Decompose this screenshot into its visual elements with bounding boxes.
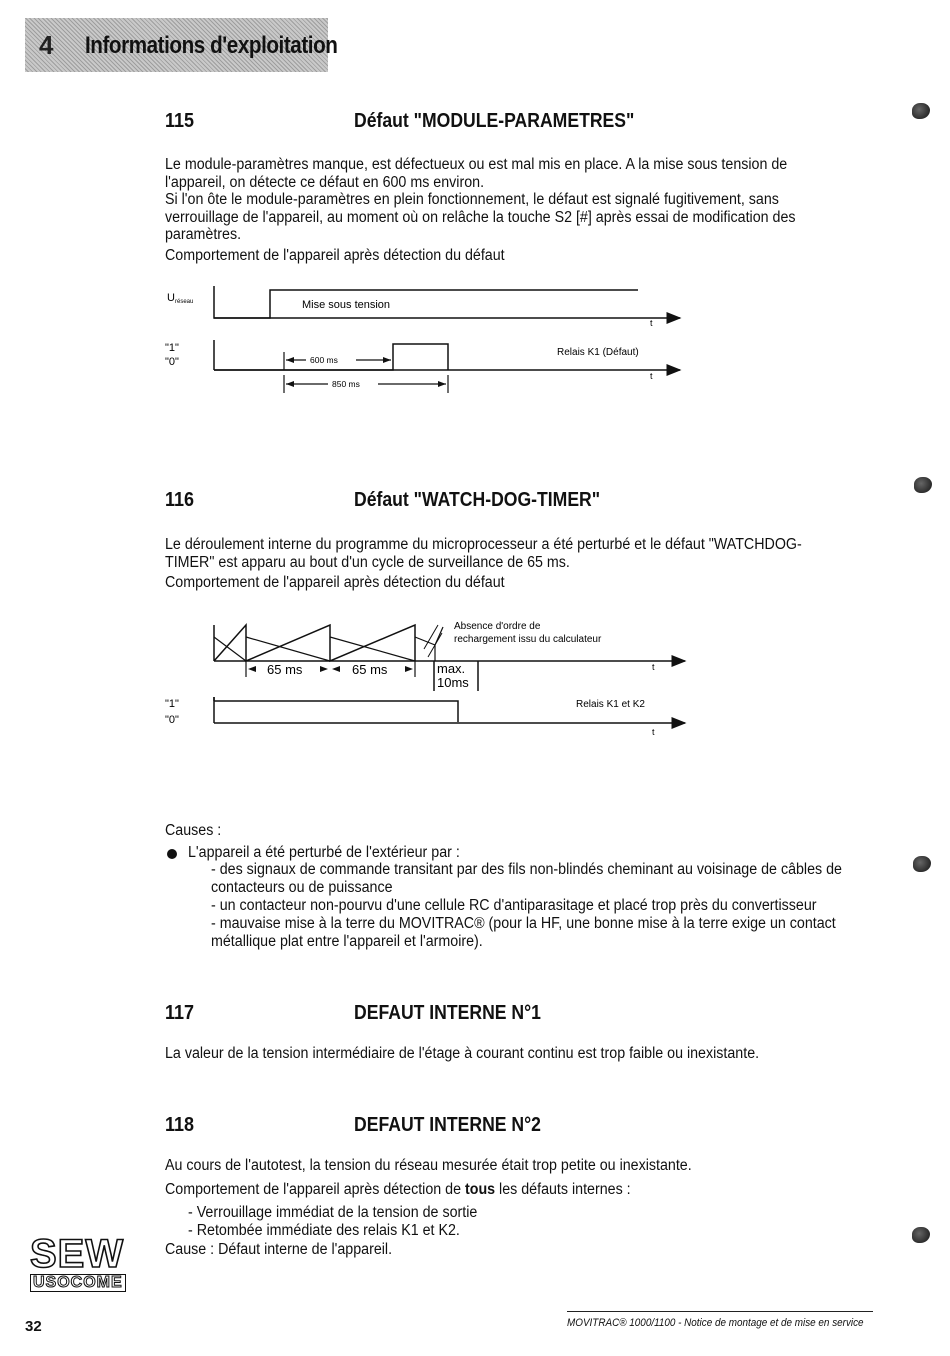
thumb-index-mark-icon — [913, 856, 931, 872]
chapter-title: Informations d'exploitation — [85, 32, 338, 59]
section-text: Comportement de l'appareil après détection de tous les défauts internes : — [165, 1181, 631, 1198]
cycle-65-label: 65 ms — [352, 662, 388, 677]
section-text: La valeur de la tension intermédiaire de l'étage à courant continu est trop faible ou inexistante. — [165, 1045, 760, 1062]
duration-600-label: 600 ms — [310, 355, 338, 365]
relay-state-line — [214, 697, 458, 722]
page-number: 32 — [25, 1318, 42, 1335]
section-title: DEFAUT INTERNE N°1 — [354, 1002, 541, 1024]
cause-text: Cause : Défaut interne de l'appareil. — [165, 1241, 393, 1258]
list-item: - Verrouillage immédiat de la tension de sortie — [188, 1204, 478, 1221]
state-zero-label: "0" — [165, 356, 179, 368]
watchdog-sawtooth — [214, 625, 415, 661]
section-number: 118 — [165, 1114, 195, 1136]
max-10ms-label: 10ms — [437, 675, 469, 690]
state-one-label: "1" — [165, 698, 179, 710]
paragraph: Si l'on ôte le module-paramètres en plein fonctionnement, le défaut est signalé fugitivement, sans verrouillage de l'appareil, au moment où on relâche la touche S2 [#] après essai de modification des paramètres. — [165, 191, 796, 243]
emphasis-text: tous — [464, 1181, 496, 1198]
u-label: U — [167, 292, 175, 304]
causes-label: Causes : — [165, 822, 222, 839]
relay-label: Relais K1 (Défaut) — [557, 347, 639, 358]
cause-item: - des signaux de commande transitant par des fils non-blindés cheminant au voisinage de câbles de — [211, 861, 842, 878]
bullet-icon — [167, 849, 177, 859]
absence-label-line1: Absence d'ordre de — [454, 621, 541, 632]
cause-item: contacteurs ou de puissance — [211, 879, 393, 896]
sew-usocome-logo — [30, 1234, 126, 1292]
power-on-label: Mise sous tension — [302, 299, 391, 311]
t-label: t — [652, 727, 655, 737]
section-number: 115 — [165, 110, 195, 132]
u-subscript: réseau — [175, 299, 194, 305]
logo-usocome-text: USOCOME — [30, 1274, 126, 1292]
max-label: max. — [437, 661, 466, 676]
paragraph: Le déroulement interne du programme du microprocesseur a été perturbé et le défaut "WATCHDOG-TIMER" est apparu au bout d'un cycle de surveillance de 65 ms. — [165, 536, 802, 571]
paragraph: Comportement de l'appareil après détection du défaut — [165, 574, 505, 591]
paragraph: Le module-paramètres manque, est défectueux ou est mal mis en place. A la mise sous tension de l'appareil, on détecte ce défaut en 600 ms environ. — [165, 156, 788, 191]
logo-sew-text: SEW — [30, 1232, 125, 1276]
timing-diagram-watchdog — [160, 615, 700, 755]
chapter-number: 4 — [39, 30, 54, 60]
state-zero-label: "0" — [165, 714, 179, 726]
timing-diagram-module — [160, 280, 700, 400]
paragraph: Comportement de l'appareil après détection du défaut — [165, 246, 505, 264]
cause-item: métallique plat entre l'appareil et l'armoire). — [211, 933, 483, 950]
thumb-index-mark-icon — [912, 103, 930, 119]
absence-label-line2: rechargement issu du calculateur — [454, 634, 602, 645]
thumb-index-mark-icon — [912, 1227, 930, 1243]
t-label: t — [650, 318, 653, 328]
section-text: Au cours de l'autotest, la tension du réseau mesurée était trop petite ou inexistante. — [165, 1157, 692, 1174]
footer-document-title: MOVITRAC® 1000/1100 - Notice de montage et de mise en service — [567, 1317, 864, 1329]
relay-label: Relais K1 et K2 — [576, 699, 645, 710]
cycle-65-label: 65 ms — [267, 662, 303, 677]
list-item: - Retombée immédiate des relais K1 et K2. — [188, 1222, 460, 1239]
footer-divider — [567, 1311, 873, 1312]
mains-voltage-line — [214, 286, 638, 318]
section-title: DEFAUT INTERNE N°2 — [354, 1114, 541, 1136]
cause-item: - un contacteur non-pourvu d'une cellule RC d'antiparasitage et placé trop près du convertisseur — [211, 897, 817, 914]
cause-item: - mauvaise mise à la terre du MOVITRAC® (pour la HF, une bonne mise à la terre exige un contact — [211, 915, 836, 932]
section-text — [165, 156, 827, 264]
section-number: 117 — [165, 1002, 195, 1024]
thumb-index-mark-icon — [914, 477, 932, 493]
cause-main: L'appareil a été perturbé de l'extérieur par : — [188, 844, 460, 861]
chapter-header — [25, 18, 338, 72]
state-one-label: "1" — [165, 342, 179, 354]
section-title: Défaut "MODULE-PARAMETRES" — [354, 110, 635, 132]
section-number: 116 — [165, 489, 195, 511]
t-label: t — [652, 662, 655, 672]
t-label: t — [650, 371, 653, 381]
section-title: Défaut "WATCH-DOG-TIMER" — [354, 489, 601, 511]
duration-850-label: 850 ms — [332, 379, 360, 389]
section-text — [165, 536, 827, 592]
